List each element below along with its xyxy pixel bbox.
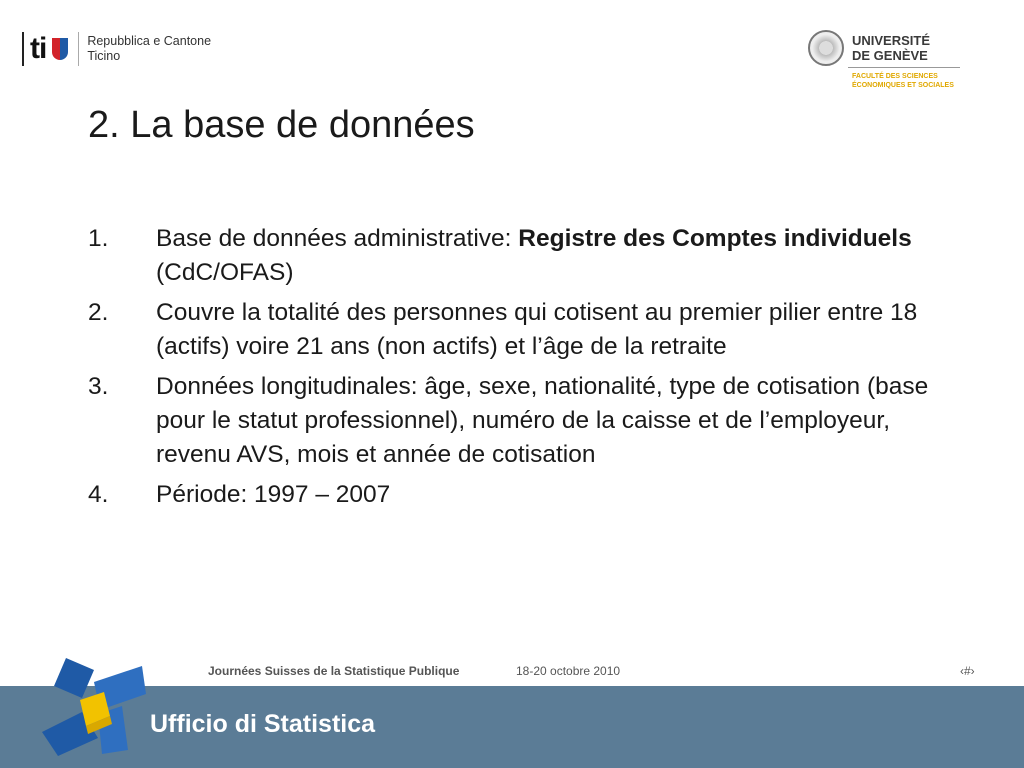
- unige-logo: [808, 30, 968, 94]
- list-item-number: 2.: [88, 299, 109, 326]
- unige-name-line-2: DE GENÈVE: [852, 48, 928, 63]
- list-item: [88, 296, 948, 364]
- list-item: [88, 222, 948, 290]
- office-name: Ufficio di Statistica: [150, 710, 376, 738]
- list-item-text-suffix: (CdC/OFAS): [156, 259, 294, 286]
- list-item-text-bold: Registre des Comptes individuels: [518, 225, 912, 252]
- ticino-org-line-2: Ticino: [87, 49, 121, 63]
- content-list: [88, 222, 948, 518]
- ticino-org-line-1: Repubblica e Cantone: [87, 34, 212, 48]
- ticino-logo-bar: [22, 32, 24, 66]
- ticino-logo-mark: ti: [30, 32, 47, 65]
- unige-divider: [848, 67, 960, 68]
- list-item-text: Période: 1997 – 2007: [156, 481, 391, 508]
- ticino-logo-separator: [78, 32, 79, 66]
- unige-name-line-1: UNIVERSITÉ: [852, 33, 931, 48]
- list-item: [88, 478, 948, 512]
- unige-faculty: [852, 72, 954, 90]
- list-item-text: Couvre la totalité des personnes qui cotisent au premier pilier entre 18 (actifs) voire 21 ans (non actifs) et l’âge de la retraite: [156, 299, 918, 360]
- list-item-number: 1.: [88, 225, 109, 252]
- ticino-org-name: [87, 34, 211, 64]
- unige-name: [852, 33, 930, 63]
- list-item-text: [156, 222, 948, 290]
- footer-conference: Journées Suisses de la Statistique Publique: [208, 664, 460, 678]
- slide-title: 2. La base de données: [88, 104, 475, 146]
- unige-faculty-line-2: ÉCONOMIQUES ET SOCIALES: [852, 82, 954, 89]
- footer-page-number: ‹#›: [960, 664, 975, 678]
- statistics-office-logo-icon: [38, 654, 148, 758]
- ticino-shield-icon: [52, 38, 68, 60]
- ticino-logo: [22, 30, 211, 68]
- unige-faculty-line-1: FACULTÉ DES SCIENCES: [852, 73, 938, 80]
- list-item-number: 4.: [88, 481, 109, 508]
- logo-shape-top: [54, 658, 94, 698]
- list-item-text-plain: Base de données administrative:: [156, 225, 519, 252]
- list-item-number: 3.: [88, 373, 109, 400]
- list-item: [88, 370, 948, 472]
- footer-date: 18-20 octobre 2010: [516, 664, 621, 678]
- list-item-text: Données longitudinales: âge, sexe, nationalité, type de cotisation (base pour le statut professionnel), numéro de la caisse et de l’employeur, revenu AVS, mois et année de cotisation: [156, 373, 929, 468]
- unige-seal-icon: [808, 30, 844, 66]
